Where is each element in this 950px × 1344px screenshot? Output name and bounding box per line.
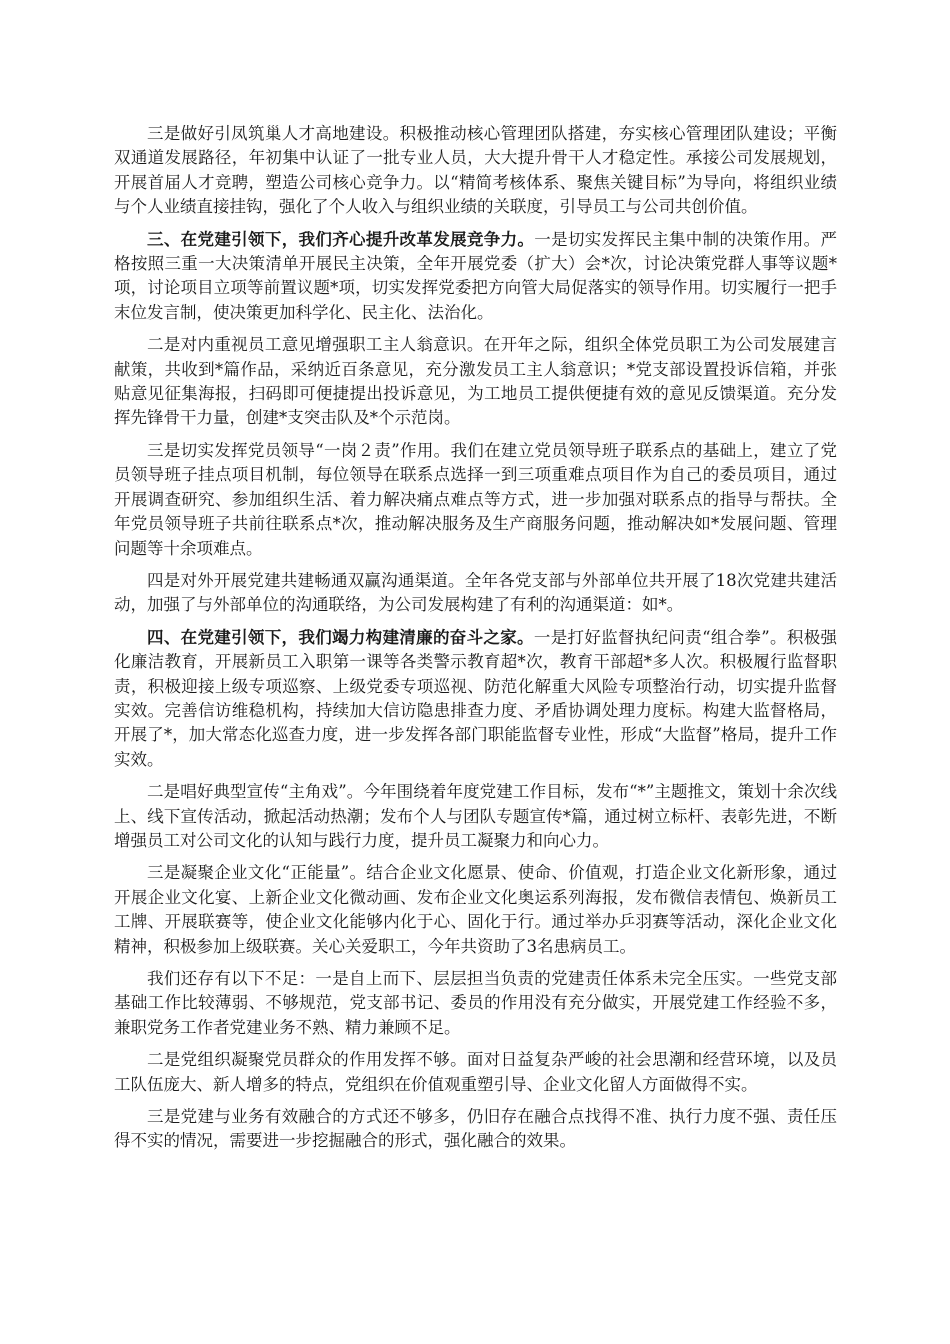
- paragraph-text: 三是党建与业务有效融合的方式还不够多，仍旧存在融合点找得不准、执行力度不强、责任压得不实的情况，需要进一步挖掘融合的形式，强化融合的效果。: [114, 1107, 837, 1151]
- paragraph-section-three: [114, 228, 837, 326]
- paragraph-text: 二是党组织凝聚党员群众的作用发挥不够。面对日益复杂严峻的社会思潮和经营环境，以及员工队伍庞大、新人增多的特点，党组织在价值观重塑引导、企业文化留人方面做得不实。: [114, 1050, 837, 1094]
- paragraph-text: 我们还存有以下不足：一是自上而下、层层担当负责的党建责任体系未完全压实。一些党支部基础工作比较薄弱、不够规范，党支部书记、委员的作用没有充分做实，开展党建工作经验不多，兼职党务工作者党建业务不熟、精力兼顾不足。: [114, 969, 837, 1037]
- section-heading: 四、在党建引领下，我们竭力构建清廉的奋斗之家。: [147, 627, 534, 647]
- paragraph-text: 四是对外开展党建共建畅通双赢沟通渠道。全年各党支部与外部单位共开展了18次党建共建活动，加强了与外部单位的沟通联络，为公司发展构建了有利的沟通渠道：如*。: [114, 570, 837, 615]
- paragraph-text: 一是打好监督执纪问责“组合拳”。积极强化廉洁教育，开展新员工入职第一课等各类警示教育超*次，教育干部超*多人次。积极履行监督职责，积极迎接上级专项巡察、上级党委专项巡视、防范化解重大风险专项整治行动，切实提升监督实效。完善信访维稳机构，持续加大信访隐患排查力度、矛盾协调处理力度标。构建大监督格局，开展了*，加大常态化巡查力度，进一步发挥各部门职能监督专业性，形成“大监督”格局，提升工作实效。: [114, 627, 838, 769]
- section-heading: 三、在党建引领下，我们齐心提升改革发展竞争力。: [147, 229, 535, 249]
- paragraph-text: 二是唱好典型宣传“主角戏”。今年围绕着年度党建工作目标，发布“*”主题推文，策划十余次线上、线下宣传活动，掀起活动热潮；发布个人与团队专题宣传*篇，通过树立标杆、表彰先进，不断增强员工对公司文化的认知与践行力度，提升员工凝聚力和向心力。: [114, 782, 837, 850]
- paragraph-shortcomings-two: [114, 1048, 837, 1097]
- paragraph-publicity: [114, 780, 837, 853]
- paragraph-text: 三是凝聚企业文化“正能量”。结合企业文化愿景、使命、价值观，打造企业文化新形象，通过开展企业文化宴、上新企业文化微动画、发布企业文化奥运系列海报，发布微信表情包、焕新员工工牌、开展联赛等，使企业文化能够内化于心、固化于行。通过举办乒羽赛等活动，深化企业文化精神，积极参加上级联赛。关心关爱职工，今年共资助了3名患病员工。: [114, 863, 837, 956]
- paragraph-text: 三是做好引凤筑巢人才高地建设。积极推动核心管理团队搭建，夯实核心管理团队建设；平衡双通道发展路径，年初集中认证了一批专业人员，大大提升骨干人才稳定性。承接公司发展规划，开展首届人才竞聘，塑造公司核心竞争力。以“精简考核体系、聚焦关键目标”为导向，将组织业绩与个人业绩直接挂钩，强化了个人收入与组织业绩的关联度，引导员工与公司共创价值。: [114, 124, 837, 217]
- paragraph-text: 三是切实发挥党员领导“一岗２责”作用。我们在建立党员领导班子联系点的基础上，建立了党员领导班子挂点项目机制，每位领导在联系点选择一到三项重难点项目作为自己的委员项目，通过开展调查研究、参加组织生活、着力解决痛点难点等方式，进一步加强对联系点的指导与帮扶。全年党员领导班子共前往联系点*次，推动解决服务及生产商服务问题，推动解决如*发展问题、管理问题等十余项难点。: [114, 440, 837, 558]
- paragraph-employee-opinions: [114, 333, 837, 431]
- paragraph-shortcomings-one: [114, 967, 837, 1040]
- paragraph-external-cooperation: [114, 569, 837, 618]
- paragraph-talent-building: [114, 122, 837, 220]
- paragraph-shortcomings-three: [114, 1105, 837, 1154]
- paragraph-text: 二是对内重视员工意见增强职工主人翁意识。在开年之际，组织全体党员职工为公司发展建言献策，共收到*篇作品，采纳近百条意见，充分激发员工主人翁意识；*党支部设置投诉信箱，并张贴意见征集海报，扫码即可便捷提出投诉意见，为工地员工提供便捷有效的意见反馈渠道。充分发挥先锋骨干力量，创建*支突击队及*个示范岗。: [114, 335, 837, 428]
- paragraph-section-four: [114, 626, 837, 772]
- paragraph-leadership-role: [114, 439, 837, 561]
- paragraph-corporate-culture: [114, 861, 837, 959]
- paragraph-text: 一是切实发挥民主集中制的决策作用。严格按照三重一大决策清单开展民主决策，全年开展党委（扩大）会*次，讨论决策党群人事等议题*项，讨论项目立项等前置议题*项，切实发挥党委把方向管大局促落实的领导作用。切实履行一把手末位发言制，使决策更加科学化、民主化、法治化。: [114, 229, 838, 322]
- document-page: [114, 122, 837, 1154]
